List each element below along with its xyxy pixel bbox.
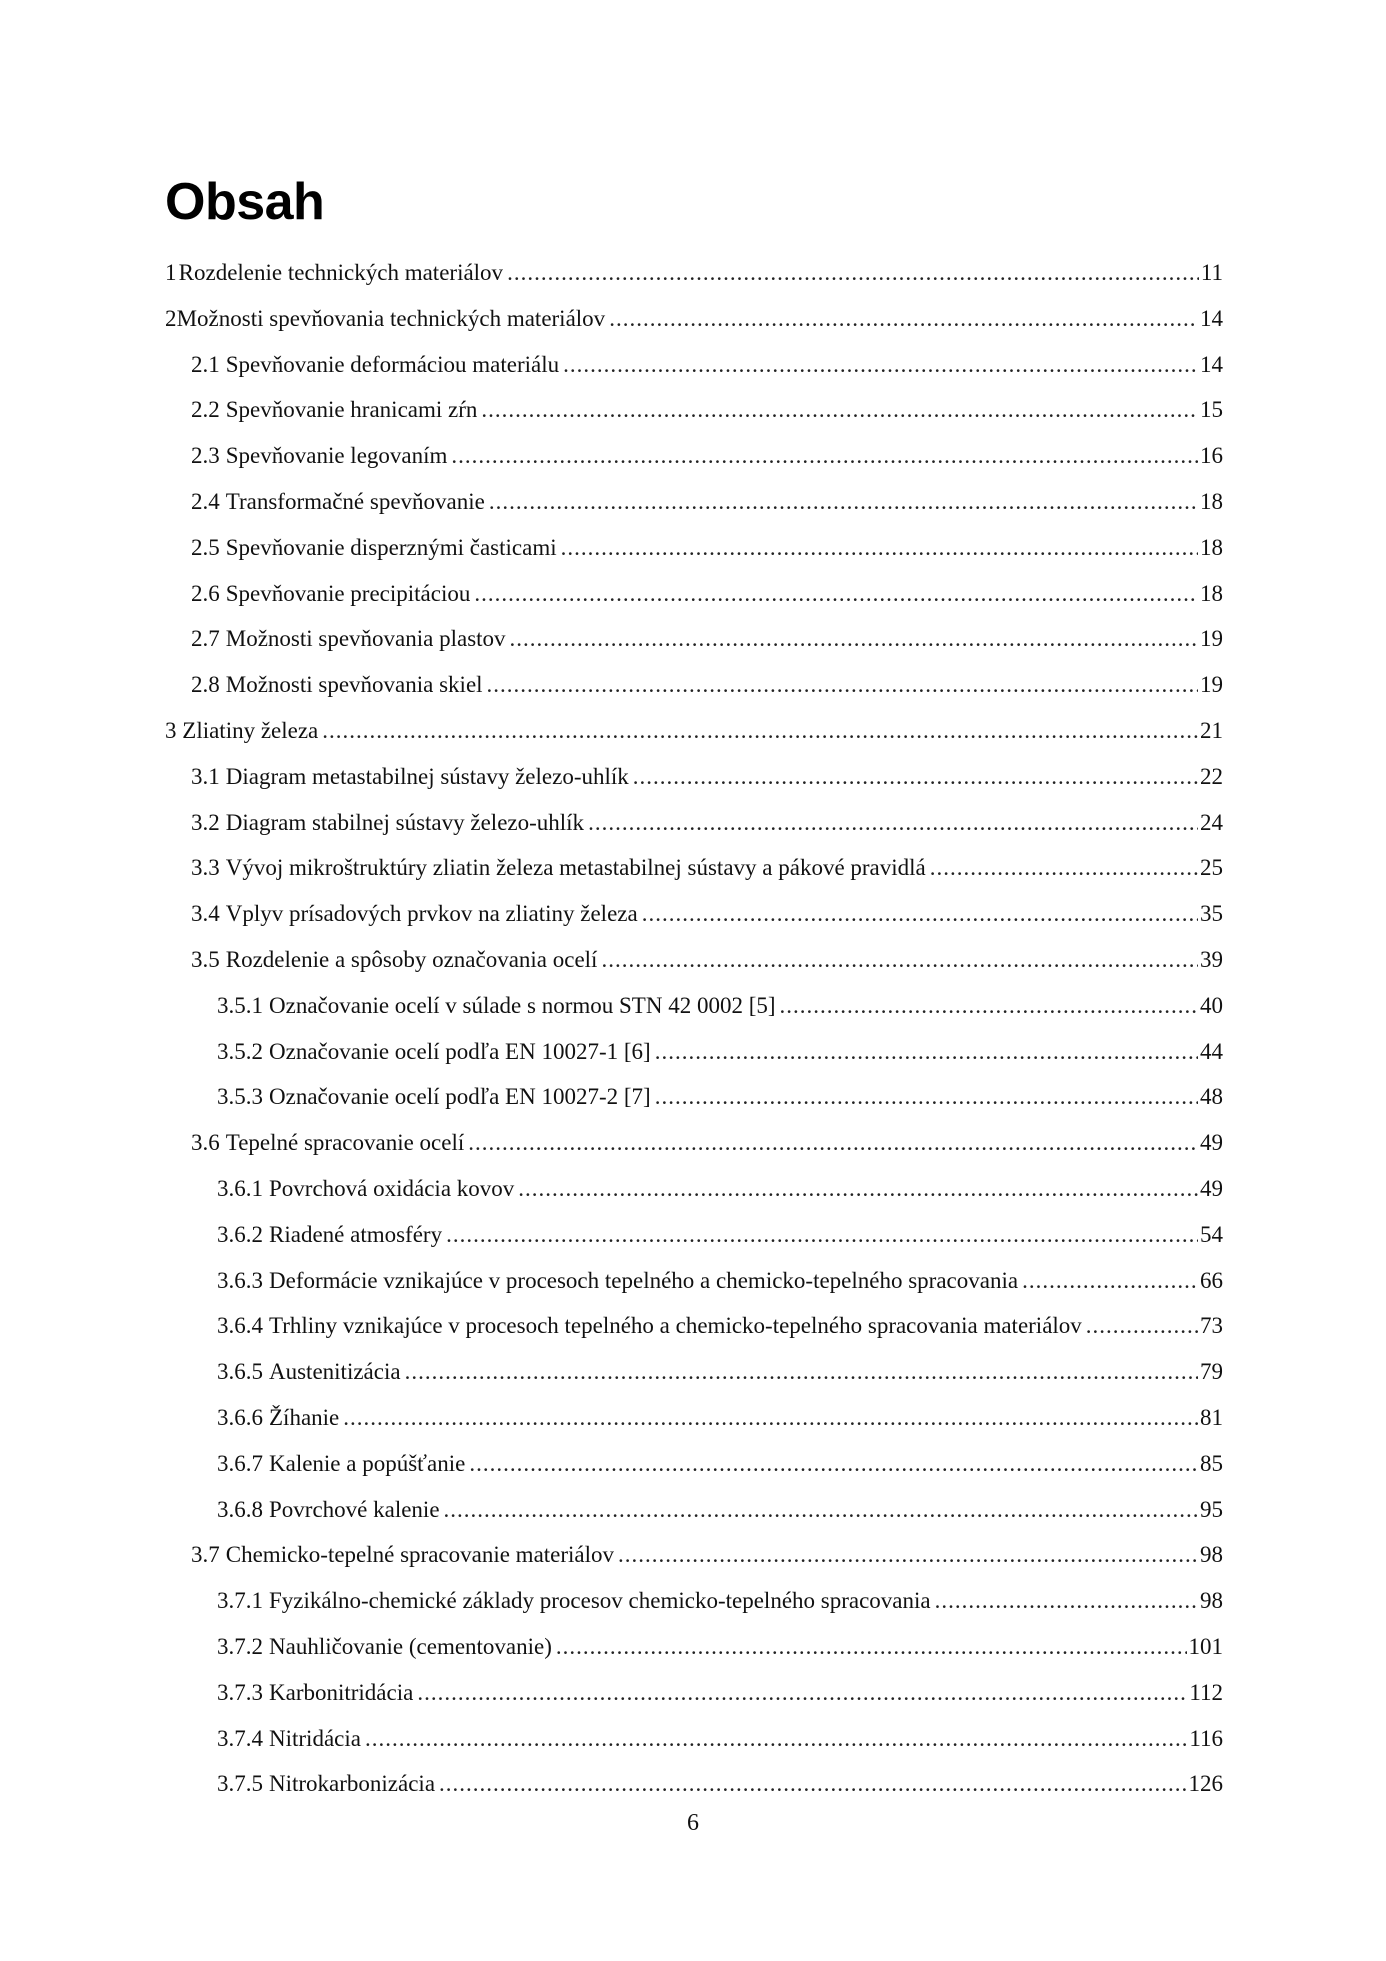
toc-entry-page: 48 bbox=[1200, 1084, 1223, 1110]
dot-leader bbox=[601, 937, 1198, 983]
toc-entry-title: Trhliny vznikajúce v procesoch tepelného a chemicko-tepelného spracovania materiálov bbox=[269, 1313, 1082, 1339]
toc-entry-number: 3 bbox=[165, 717, 177, 743]
dot-leader bbox=[481, 387, 1198, 433]
toc-entry-title: Zliatiny železa bbox=[182, 717, 319, 743]
toc-entry[interactable] bbox=[165, 983, 1223, 1029]
toc-entry-page: 22 bbox=[1200, 763, 1223, 789]
dot-leader bbox=[469, 1441, 1198, 1487]
toc-entry-number: 2.8 bbox=[191, 672, 220, 698]
toc-entry[interactable] bbox=[165, 1120, 1223, 1166]
toc-entry[interactable] bbox=[165, 1349, 1223, 1395]
toc-entry-title: Označovanie ocelí podľa EN 10027-2 [7] bbox=[269, 1084, 651, 1110]
toc-entry[interactable] bbox=[165, 1441, 1223, 1487]
page-title: Obsah bbox=[165, 173, 325, 231]
toc-entry-page: 44 bbox=[1200, 1038, 1223, 1064]
dot-leader bbox=[405, 1349, 1198, 1395]
toc-entry-number: 3.6.5 bbox=[217, 1359, 263, 1385]
toc-entry[interactable] bbox=[165, 250, 1223, 296]
toc-entry-title: Deformácie vznikajúce v procesoch tepelného a chemicko-tepelného spracovania bbox=[269, 1267, 1019, 1293]
toc-entry-number: 3.7 bbox=[191, 1542, 220, 1568]
toc-entry-page: 14 bbox=[1200, 305, 1223, 331]
toc-entry-page: 18 bbox=[1200, 580, 1223, 606]
toc-entry-title: Diagram stabilnej sústavy železo-uhlík bbox=[225, 809, 585, 835]
dot-leader bbox=[468, 1120, 1198, 1166]
toc-entry-number: 3.7.2 bbox=[217, 1633, 263, 1659]
toc-entry-number: 2.5 bbox=[191, 534, 220, 560]
toc-entry[interactable] bbox=[165, 342, 1223, 388]
toc-entry-number: 3.2 bbox=[191, 809, 220, 835]
toc-entry[interactable] bbox=[165, 616, 1223, 662]
toc-entry-page: 73 bbox=[1200, 1313, 1223, 1339]
dot-leader bbox=[930, 845, 1198, 891]
toc-entry-title: Označovanie ocelí v súlade s normou STN 42 0002 [5] bbox=[269, 992, 776, 1018]
toc-entry[interactable] bbox=[165, 1029, 1223, 1075]
dot-leader bbox=[446, 1212, 1198, 1258]
dot-leader bbox=[417, 1670, 1187, 1716]
toc-entry-title: Spevňovanie legovaním bbox=[225, 443, 448, 469]
toc-entry-number: 3.1 bbox=[191, 763, 220, 789]
toc-entry-number: 2.4 bbox=[191, 488, 220, 514]
toc-entry[interactable] bbox=[165, 296, 1223, 342]
toc-entry-page: 18 bbox=[1200, 488, 1223, 514]
dot-leader bbox=[474, 571, 1198, 617]
dot-leader bbox=[655, 1029, 1198, 1075]
dot-leader bbox=[561, 525, 1198, 571]
toc-entry-title: Transformačné spevňovanie bbox=[225, 488, 485, 514]
toc-entry-page: 95 bbox=[1200, 1496, 1223, 1522]
toc-entry[interactable] bbox=[165, 662, 1223, 708]
toc-entry-title: Austenitizácia bbox=[269, 1359, 401, 1385]
toc-entry-page: 98 bbox=[1200, 1542, 1223, 1568]
toc-entry-page: 66 bbox=[1200, 1267, 1223, 1293]
toc-entry-number: 3.6.4 bbox=[217, 1313, 263, 1339]
toc-entry-number: 2.3 bbox=[191, 443, 220, 469]
toc-entry-number: 3.7.4 bbox=[217, 1725, 263, 1751]
toc-entry-page: 14 bbox=[1200, 351, 1223, 377]
toc-entry[interactable] bbox=[165, 1578, 1223, 1624]
toc-entry-title: Diagram metastabilnej sústavy železo-uhlík bbox=[225, 763, 629, 789]
toc-entry-title: Fyzikálno-chemické základy procesov chemicko-tepelného spracovania bbox=[269, 1588, 931, 1614]
dot-leader bbox=[1086, 1303, 1198, 1349]
toc-entry-number: 3.7.1 bbox=[217, 1588, 263, 1614]
toc-entry-number: 3.5.3 bbox=[217, 1084, 263, 1110]
toc-entry-number: 3.5.2 bbox=[217, 1038, 263, 1064]
dot-leader bbox=[609, 296, 1198, 342]
toc-entry-page: 39 bbox=[1200, 946, 1223, 972]
dot-leader bbox=[510, 616, 1198, 662]
toc-entry-number: 2.6 bbox=[191, 580, 220, 606]
toc-entry-page: 85 bbox=[1200, 1450, 1223, 1476]
toc-entry-page: 79 bbox=[1200, 1359, 1223, 1385]
toc-entry[interactable] bbox=[165, 1670, 1223, 1716]
toc-entry-title: Spevňovanie hranicami zŕn bbox=[225, 397, 478, 423]
dot-leader bbox=[655, 1074, 1198, 1120]
toc-entry[interactable] bbox=[165, 845, 1223, 891]
toc-entry-title: Kalenie a popúšťanie bbox=[269, 1450, 466, 1476]
toc-entry[interactable] bbox=[165, 571, 1223, 617]
toc-entry-title: Spevňovanie deformáciou materiálu bbox=[225, 351, 560, 377]
dot-leader bbox=[588, 800, 1198, 846]
toc-entry[interactable] bbox=[165, 891, 1223, 937]
toc-entry[interactable] bbox=[165, 1303, 1223, 1349]
toc-entry-number: 3.5.1 bbox=[217, 992, 263, 1018]
toc-entry-title: Spevňovanie precipitáciou bbox=[225, 580, 471, 606]
toc-entry-number: 3.7.5 bbox=[217, 1771, 263, 1797]
dot-leader bbox=[642, 891, 1198, 937]
toc-entry-number: 3.3 bbox=[191, 855, 220, 881]
toc-entry[interactable] bbox=[165, 1532, 1223, 1578]
toc-entry-number: 3.4 bbox=[191, 901, 220, 927]
toc-entry[interactable] bbox=[165, 387, 1223, 433]
toc-entry-title: Možnosti spevňovania technických materiálov bbox=[176, 305, 606, 331]
dot-leader bbox=[343, 1395, 1198, 1441]
toc-entry[interactable] bbox=[165, 433, 1223, 479]
toc-entry-page: 19 bbox=[1200, 626, 1223, 652]
toc-entry-page: 98 bbox=[1200, 1588, 1223, 1614]
toc-entry-page: 16 bbox=[1200, 443, 1223, 469]
toc-entry-title: Karbonitridácia bbox=[269, 1679, 414, 1705]
toc-entry-title: Nitrokarbonizácia bbox=[269, 1771, 436, 1797]
dot-leader bbox=[365, 1716, 1187, 1762]
toc-entry-number: 3.6.8 bbox=[217, 1496, 263, 1522]
toc-entry-page: 40 bbox=[1200, 992, 1223, 1018]
dot-leader bbox=[444, 1487, 1198, 1533]
toc-entry-page: 11 bbox=[1200, 260, 1223, 285]
toc-entry-page: 81 bbox=[1200, 1404, 1223, 1430]
dot-leader bbox=[518, 1166, 1198, 1212]
toc-entry-number: 1 bbox=[165, 260, 177, 285]
dot-leader bbox=[556, 1624, 1187, 1670]
toc-entry-title: Možnosti spevňovania plastov bbox=[225, 626, 506, 652]
toc-entry-number: 3.6.6 bbox=[217, 1404, 263, 1430]
toc-entry-title: Povrchové kalenie bbox=[269, 1496, 440, 1522]
toc-entry-page: 112 bbox=[1189, 1679, 1223, 1705]
toc-entry-title: Označovanie ocelí podľa EN 10027-1 [6] bbox=[269, 1038, 651, 1064]
toc-entry-number: 3.6.7 bbox=[217, 1450, 263, 1476]
toc-entry[interactable] bbox=[165, 1624, 1223, 1670]
toc-entry-number: 2.2 bbox=[191, 397, 220, 423]
toc-entry[interactable] bbox=[165, 937, 1223, 983]
toc-entry[interactable] bbox=[165, 479, 1223, 525]
toc-entry-page: 21 bbox=[1200, 717, 1223, 743]
toc-entry[interactable] bbox=[165, 1716, 1223, 1762]
toc-entry-title: Rozdelenie a spôsoby označovania ocelí bbox=[225, 946, 598, 972]
toc-entry-page: 25 bbox=[1200, 855, 1223, 881]
toc-entry-page: 49 bbox=[1200, 1130, 1223, 1156]
dot-leader bbox=[451, 433, 1198, 479]
toc-entry-number: 3.6.1 bbox=[217, 1175, 263, 1201]
toc-entry[interactable] bbox=[165, 525, 1223, 571]
toc-entry-title: Tepelné spracovanie ocelí bbox=[225, 1130, 465, 1156]
toc-entry-page: 116 bbox=[1189, 1725, 1223, 1751]
toc-entry[interactable] bbox=[165, 1487, 1223, 1533]
toc-entry-title: Nauhličovanie (cementovanie) bbox=[269, 1633, 552, 1659]
toc-entry-page: 24 bbox=[1200, 809, 1223, 835]
toc-entry-number: 3.6.3 bbox=[217, 1267, 263, 1293]
toc-entry-number: 3.7.3 bbox=[217, 1679, 263, 1705]
toc-entry[interactable] bbox=[165, 1258, 1223, 1304]
dot-leader bbox=[935, 1578, 1198, 1624]
page-number: 6 bbox=[687, 1810, 699, 1836]
toc-entry[interactable] bbox=[165, 754, 1223, 800]
toc-entry-page: 54 bbox=[1200, 1221, 1223, 1247]
toc-entry-title: Povrchová oxidácia kovov bbox=[269, 1175, 515, 1201]
toc-entry-page: 126 bbox=[1188, 1771, 1223, 1797]
dot-leader bbox=[633, 754, 1198, 800]
toc-entry-number: 2 bbox=[165, 305, 177, 331]
toc-entry-page: 19 bbox=[1200, 672, 1223, 698]
toc-entry[interactable] bbox=[165, 1212, 1223, 1258]
toc-entry[interactable] bbox=[165, 1166, 1223, 1212]
toc-entry[interactable] bbox=[165, 1074, 1223, 1120]
toc-entry[interactable] bbox=[165, 800, 1223, 846]
toc-entry[interactable] bbox=[165, 1395, 1223, 1441]
toc-entry-title: Vplyv prísadových prvkov na zliatiny železa bbox=[225, 901, 638, 927]
toc-entry-title: Rozdelenie technických materiálov bbox=[178, 260, 504, 285]
toc-entry-page: 18 bbox=[1200, 534, 1223, 560]
toc-entry-number: 3.5 bbox=[191, 946, 220, 972]
toc-entry-title: Chemicko-tepelné spracovanie materiálov bbox=[225, 1542, 615, 1568]
toc-entry-page: 15 bbox=[1200, 397, 1223, 423]
table-of-contents bbox=[165, 250, 1223, 1807]
dot-leader bbox=[439, 1761, 1186, 1807]
dot-leader bbox=[563, 342, 1198, 388]
toc-entry-page: 49 bbox=[1200, 1175, 1223, 1201]
toc-entry-number: 2.1 bbox=[191, 351, 220, 377]
toc-entry-title: Nitridácia bbox=[269, 1725, 361, 1751]
toc-entry-number: 3.6 bbox=[191, 1130, 220, 1156]
toc-entry-title: Spevňovanie disperznými časticami bbox=[225, 534, 557, 560]
toc-entry-title: Riadené atmosféry bbox=[269, 1221, 443, 1247]
toc-entry-page: 35 bbox=[1200, 901, 1223, 927]
toc-entry-title: Možnosti spevňovania skiel bbox=[225, 672, 483, 698]
toc-entry-title: Žíhanie bbox=[269, 1404, 340, 1430]
dot-leader bbox=[1022, 1258, 1198, 1304]
dot-leader bbox=[618, 1532, 1198, 1578]
dot-leader bbox=[780, 983, 1198, 1029]
toc-entry-number: 3.6.2 bbox=[217, 1221, 263, 1247]
dot-leader bbox=[489, 479, 1198, 525]
toc-entry-number: 2.7 bbox=[191, 626, 220, 652]
toc-entry-page: 101 bbox=[1188, 1633, 1223, 1659]
toc-entry[interactable] bbox=[165, 1761, 1223, 1807]
dot-leader bbox=[322, 708, 1198, 754]
dot-leader bbox=[487, 662, 1198, 708]
toc-entry-title: Vývoj mikroštruktúry zliatin železa metastabilnej sústavy a pákové pravidlá bbox=[225, 855, 926, 881]
toc-entry[interactable] bbox=[165, 708, 1223, 754]
dot-leader bbox=[507, 250, 1199, 296]
